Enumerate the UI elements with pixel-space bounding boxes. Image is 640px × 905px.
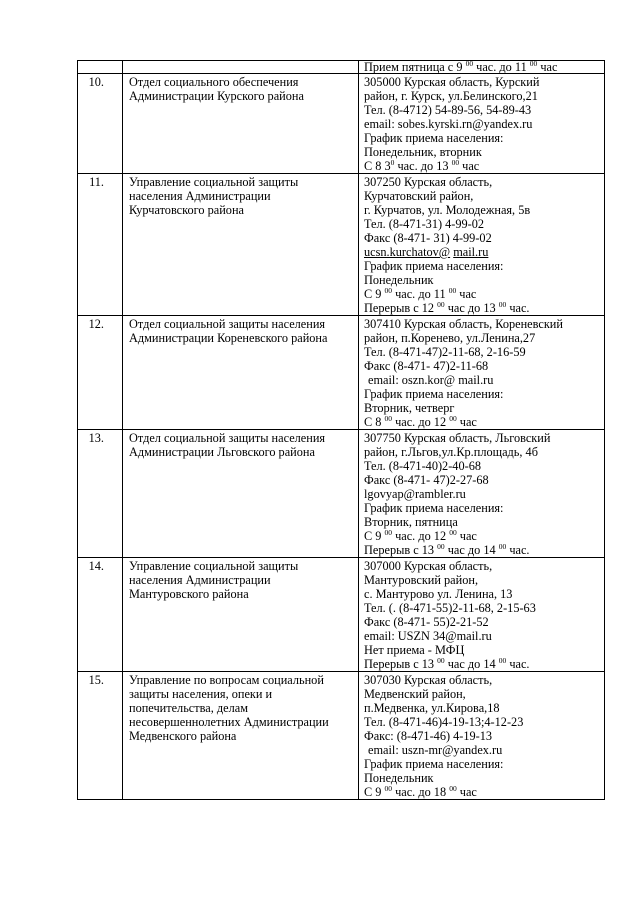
superscript-minutes: 00 [465,59,474,68]
info-line: Медвенский район, [364,687,466,701]
info-line: lgovyap@rambler.ru [364,487,466,501]
table-row [78,672,605,800]
department-name [123,61,359,74]
info-line: Тел. (8-471-31) 4-99-02 [364,217,485,231]
info-line: район, г. Курск, ул.Белинского,21 [364,89,538,103]
department-name-line: Медвенского района [129,729,237,743]
department-name [123,174,359,316]
contact-info [359,174,605,316]
text-segment: час. до 12 [392,415,450,429]
info-line: Тел. (. (8-471-55)2-11-68, 2-15-63 [364,601,536,615]
department-name [123,316,359,430]
info-line [364,61,604,73]
info-line: График приема населения: [364,131,504,145]
department-name-line: Мантуровского района [129,587,249,601]
superscript-minutes: 00 [529,59,538,68]
superscript-minutes: 00 [498,300,507,309]
info-line: Вторник, четверг [364,401,455,415]
text-segment: С 8 3 [364,159,391,173]
info-line: График приема населения: [364,757,504,771]
info-line: 307030 Курская область, [364,673,493,687]
table-row [78,74,605,174]
contact-info [359,74,605,174]
text-segment: час. до 11 [473,60,530,74]
info-line: Факс (8-471- 31) 4-99-02 [364,231,492,245]
text-segment: час. [506,543,530,557]
contact-info [359,672,605,800]
text-segment: час. [506,301,530,315]
superscript-minutes: 00 [437,300,445,309]
text-segment: Перерыв с 13 [364,543,438,557]
department-name-line: защиты населения, опеки и [129,687,273,701]
text-segment: С 9 [364,287,385,301]
superscript-minutes: 00 [437,656,445,665]
info-line: Вторник, пятница [364,515,458,529]
info-line: email: USZN 34@mail.ru [364,629,492,643]
social-services-table [77,60,605,800]
department-name-line: Курчатовского района [129,203,244,217]
department-name-line: населения Администрации [129,573,271,587]
text-segment: час [456,529,477,543]
row-number: 10. [78,74,123,174]
underlined-text: mail.ru [453,245,489,259]
info-line: Понедельник [364,771,434,785]
table-body [78,61,605,800]
row-number: 13. [78,430,123,558]
text-segment: С 9 [364,529,385,543]
row-number: 15. [78,672,123,800]
superscript-minutes: 0 [390,158,395,167]
info-line: График приема населения: [364,387,504,401]
text-segment: Перерыв с 12 [364,301,438,315]
text-segment: час до 14 [444,657,499,671]
department-name-line: Управление социальной защиты [129,175,299,189]
department-name-line: Отдел социальной защиты населения [129,431,326,445]
info-line: Нет приема - МФЦ [364,643,465,657]
text-segment: час до 13 [444,301,499,315]
contact-info [359,430,605,558]
department-name [123,430,359,558]
department-name-line: попечительства, делам [129,701,248,715]
superscript-minutes: 00 [451,158,460,167]
table-row [78,430,605,558]
department-name [123,558,359,672]
info-line: Факс (8-471- 47)2-27-68 [364,473,489,487]
department-name-line: Администрации Льговского района [129,445,315,459]
department-name-line: несовершеннолетних Администрации [129,715,329,729]
superscript-minutes: 00 [437,542,445,551]
table-row [78,558,605,672]
department-name-line: Управление социальной защиты [129,559,299,573]
superscript-minutes: 00 [449,784,457,793]
superscript-minutes: 00 [498,656,507,665]
info-line: Факс (8-471- 55)2-21-52 [364,615,489,629]
superscript-minutes: 00 [449,414,457,423]
info-line: Мантуровский район, [364,573,479,587]
info-line: 305000 Курская область, Курский [364,75,540,89]
department-name-line: Отдел социальной защиты населения [129,317,326,331]
info-line: Тел. (8-4712) 54-89-56, 54-89-43 [364,103,532,117]
superscript-minutes: 00 [384,784,392,793]
table-row [78,174,605,316]
text-segment: час [456,415,477,429]
info-line [364,529,604,543]
text-segment: час до 14 [444,543,499,557]
superscript-minutes: 00 [384,414,392,423]
info-line [364,543,604,557]
text-segment: час. до 13 [394,159,452,173]
info-line: г. Курчатов, ул. Молодежная, 5в [364,203,531,217]
department-name-line: Управление по вопросам социальной [129,673,324,687]
info-line [364,415,604,429]
info-line: Тел. (8-471-40)2-40-68 [364,459,481,473]
info-line: Тел. (8-471-46)4-19-13;4-12-23 [364,715,524,729]
info-line: email: sobes.kyrski.rn@yandex.ru [364,117,533,131]
department-name-line: Администрации Кореневского района [129,331,328,345]
info-line [364,785,604,799]
info-line: Факс: (8-471-46) 4-19-13 [364,729,493,743]
row-number: 14. [78,558,123,672]
info-line: 307000 Курская область, [364,559,493,573]
info-line [364,159,604,173]
department-name-line: Отдел социального обеспечения [129,75,299,89]
text-segment: час [456,785,477,799]
contact-info [359,316,605,430]
info-line: Тел. (8-471-47)2-11-68, 2-16-59 [364,345,526,359]
text-segment: час. до 18 [392,785,450,799]
department-name-line: населения Администрации [129,189,271,203]
row-number: 11. [78,174,123,316]
info-line [364,657,604,671]
table-row [78,316,605,430]
info-line [364,245,604,259]
text-segment: час [459,159,480,173]
department-name [123,672,359,800]
department-name-line: Администрации Курского района [129,89,304,103]
text-segment: Прием пятница с 9 [364,60,466,74]
info-line: 307750 Курская область, Льговский [364,431,551,445]
superscript-minutes: 00 [384,528,392,537]
superscript-minutes: 00 [448,286,457,295]
text-segment: час. до 12 [392,529,450,543]
superscript-minutes: 00 [449,528,457,537]
info-line: район, п.Коренево, ул.Ленина,27 [364,331,536,345]
info-line [364,301,604,315]
contact-info [359,61,605,74]
row-number: 12. [78,316,123,430]
info-line: район, г.Льгов,ул.Кр.площадь, 4б [364,445,538,459]
info-line: График приема населения: [364,501,504,515]
info-line: Понедельник, вторник [364,145,482,159]
superscript-minutes: 00 [498,542,507,551]
row-number [78,61,123,74]
info-line: 307250 Курская область, [364,175,493,189]
text-segment: Перерыв с 13 [364,657,438,671]
info-line: 307410 Курская область, Кореневский [364,317,563,331]
info-line: п.Медвенка, ул.Кирова,18 [364,701,500,715]
info-line [364,287,604,301]
text-segment: час [456,287,477,301]
info-line: Курчатовский район, [364,189,474,203]
underlined-text: ucsn.kurchatov@ [364,245,451,259]
superscript-minutes: 00 [384,286,392,295]
info-line: График приема населения: [364,259,504,273]
info-line: email: uszn-mr@yandex.ru [368,743,503,757]
info-line: Факс (8-471- 47)2-11-68 [364,359,489,373]
info-line: с. Мантурово ул. Ленина, 13 [364,587,513,601]
contact-info [359,558,605,672]
table-row [78,61,605,74]
text-segment: С 9 [364,785,385,799]
info-line: Понедельник [364,273,434,287]
text-segment: час. до 11 [392,287,449,301]
info-line: email: oszn.kor@ mail.ru [368,373,494,387]
text-segment: С 8 [364,415,385,429]
text-segment: час [537,60,558,74]
department-name [123,74,359,174]
text-segment: час. [506,657,530,671]
